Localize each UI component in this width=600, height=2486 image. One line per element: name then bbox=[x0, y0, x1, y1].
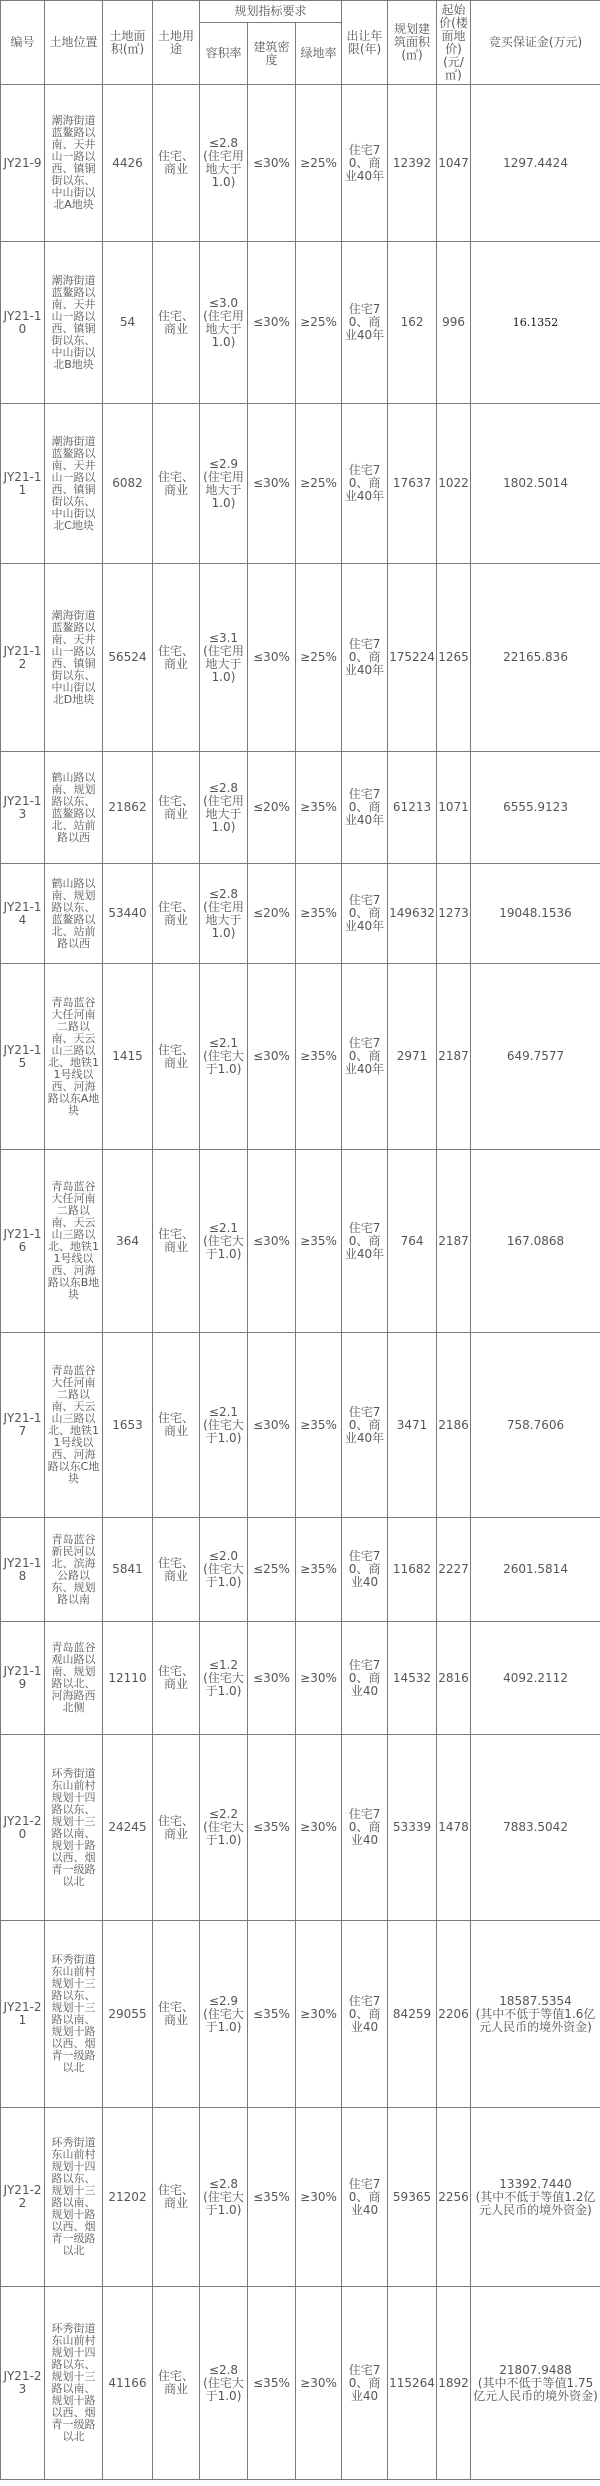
table-body bbox=[1, 85, 600, 2480]
cell-gfa: 162 bbox=[388, 242, 437, 404]
cell-far: ≤2.0(住宅大于1.0) bbox=[200, 1518, 248, 1622]
deposit-amount: 649.7577 bbox=[506, 1049, 565, 1063]
cell-years: 住宅70、商业40 bbox=[342, 2287, 388, 2480]
cell-unit-price: 2186 bbox=[437, 1333, 471, 1518]
cell-location: 青岛蓝谷大任河南二路以南、天云山三路以北、地铁11号线以西、河海路以东C地块 bbox=[45, 1333, 103, 1518]
cell-years: 住宅70、商业40 bbox=[342, 1622, 388, 1735]
cell-code: JY21-12 bbox=[1, 564, 45, 752]
cell-far: ≤2.1(住宅大于1.0) bbox=[200, 1333, 248, 1518]
cell-deposit bbox=[471, 242, 600, 404]
cell-years: 住宅70、商业40 bbox=[342, 1735, 388, 1921]
deposit-amount: 18587.5354 bbox=[499, 1993, 572, 2008]
header-deposit: 竞买保证金(万元) bbox=[471, 1, 600, 85]
cell-green: ≥35% bbox=[296, 1518, 342, 1622]
cell-area: 53440 bbox=[103, 864, 153, 964]
cell-area: 24245 bbox=[103, 1735, 153, 1921]
table-row bbox=[1, 242, 600, 404]
cell-use: 住宅、商业 bbox=[153, 242, 200, 404]
cell-gfa: 17637 bbox=[388, 404, 437, 564]
cell-density: ≤30% bbox=[248, 1150, 296, 1333]
cell-unit-price: 2187 bbox=[437, 1150, 471, 1333]
cell-area: 56524 bbox=[103, 564, 153, 752]
cell-density: ≤25% bbox=[248, 1518, 296, 1622]
cell-code: JY21-16 bbox=[1, 1150, 45, 1333]
cell-area: 364 bbox=[103, 1150, 153, 1333]
cell-years: 住宅70、商业40年 bbox=[342, 752, 388, 864]
cell-code: JY21-22 bbox=[1, 2108, 45, 2287]
cell-density: ≤30% bbox=[248, 1333, 296, 1518]
cell-location: 潮海街道蓝鳌路以南、天井山一路以西、镇铜街以东、中山街以北A地块 bbox=[45, 85, 103, 242]
cell-years: 住宅70、商业40年 bbox=[342, 1333, 388, 1518]
deposit-amount: 6555.9123 bbox=[503, 800, 568, 814]
cell-years: 住宅70、商业40 bbox=[342, 2108, 388, 2287]
cell-unit-price: 2206 bbox=[437, 1921, 471, 2108]
cell-unit-price: 1478 bbox=[437, 1735, 471, 1921]
cell-location: 鹤山路以南、规划路以东、蓝鳌路以北、站前路以西 bbox=[45, 864, 103, 964]
cell-code: JY21-17 bbox=[1, 1333, 45, 1518]
cell-unit-price: 1273 bbox=[437, 864, 471, 964]
cell-use: 住宅、商业 bbox=[153, 2108, 200, 2287]
table-row bbox=[1, 1735, 600, 1921]
header-unit-price: 起始价(楼面地价)(元/㎡) bbox=[437, 1, 471, 85]
cell-deposit bbox=[471, 1150, 600, 1333]
cell-density: ≤35% bbox=[248, 2287, 296, 2480]
cell-use: 住宅、商业 bbox=[153, 2287, 200, 2480]
cell-area: 21862 bbox=[103, 752, 153, 864]
cell-density: ≤30% bbox=[248, 85, 296, 242]
cell-gfa: 61213 bbox=[388, 752, 437, 864]
cell-green: ≥25% bbox=[296, 242, 342, 404]
cell-years: 住宅70、商业40年 bbox=[342, 864, 388, 964]
header-green: 绿地率 bbox=[296, 23, 342, 85]
cell-deposit bbox=[471, 864, 600, 964]
cell-far: ≤3.0(住宅用地大于1.0) bbox=[200, 242, 248, 404]
cell-gfa: 84259 bbox=[388, 1921, 437, 2108]
cell-deposit bbox=[471, 1735, 600, 1921]
cell-use: 住宅、商业 bbox=[153, 564, 200, 752]
cell-location: 青岛蓝谷大任河南二路以南、天云山三路以北、地铁11号线以西、河海路以东A地块 bbox=[45, 964, 103, 1150]
cell-use: 住宅、商业 bbox=[153, 1518, 200, 1622]
cell-far: ≤1.2(住宅大于1.0) bbox=[200, 1622, 248, 1735]
cell-code: JY21-19 bbox=[1, 1622, 45, 1735]
table-row bbox=[1, 404, 600, 564]
cell-years: 住宅70、商业40年 bbox=[342, 85, 388, 242]
cell-code: JY21-11 bbox=[1, 404, 45, 564]
cell-unit-price: 2256 bbox=[437, 2108, 471, 2287]
deposit-note: (其中不低于等值1.75亿元人民币的境外资金) bbox=[473, 2375, 598, 2403]
cell-location: 环秀街道东山前村规划十三路以东、规划十三路以南、规划十路以西、烟青一级路以北 bbox=[45, 1921, 103, 2108]
cell-years: 住宅70、商业40年 bbox=[342, 242, 388, 404]
cell-density: ≤35% bbox=[248, 2108, 296, 2287]
cell-far: ≤2.1(住宅大于1.0) bbox=[200, 1150, 248, 1333]
cell-area: 54 bbox=[103, 242, 153, 404]
table-row bbox=[1, 85, 600, 242]
cell-location: 环秀街道东山前村规划十四路以东、规划十三路以南、规划十路以西、烟青一级路以北 bbox=[45, 1735, 103, 1921]
header-location: 土地位置 bbox=[45, 1, 103, 85]
cell-area: 41166 bbox=[103, 2287, 153, 2480]
header-years: 出让年限(年) bbox=[342, 1, 388, 85]
cell-unit-price: 1022 bbox=[437, 404, 471, 564]
cell-years: 住宅70、商业40 bbox=[342, 1518, 388, 1622]
header-gfa: 规划建筑面积(㎡) bbox=[388, 1, 437, 85]
cell-unit-price: 1047 bbox=[437, 85, 471, 242]
cell-unit-price: 1892 bbox=[437, 2287, 471, 2480]
cell-gfa: 764 bbox=[388, 1150, 437, 1333]
cell-gfa: 3471 bbox=[388, 1333, 437, 1518]
deposit-amount: 19048.1536 bbox=[499, 906, 572, 920]
deposit-note: (其中不低于等值1.2亿元人民币的境外资金) bbox=[475, 2189, 596, 2217]
header-use: 土地用途 bbox=[153, 1, 200, 85]
table-row bbox=[1, 564, 600, 752]
cell-years: 住宅70、商业40年 bbox=[342, 1150, 388, 1333]
cell-density: ≤30% bbox=[248, 242, 296, 404]
cell-far: ≤2.8(住宅用地大于1.0) bbox=[200, 85, 248, 242]
cell-deposit bbox=[471, 2287, 600, 2480]
cell-area: 4426 bbox=[103, 85, 153, 242]
cell-green: ≥30% bbox=[296, 2287, 342, 2480]
cell-use: 住宅、商业 bbox=[153, 964, 200, 1150]
cell-deposit bbox=[471, 1622, 600, 1735]
deposit-note: (其中不低于等值1.6亿元人民币的境外资金) bbox=[475, 2006, 596, 2034]
cell-deposit bbox=[471, 564, 600, 752]
deposit-amount: 4092.2112 bbox=[503, 1670, 568, 1685]
cell-location: 青岛蓝谷大任河南二路以南、天云山三路以北、地铁11号线以西、河海路以东B地块 bbox=[45, 1150, 103, 1333]
cell-years: 住宅70、商业40年 bbox=[342, 404, 388, 564]
cell-far: ≤2.1(住宅大于1.0) bbox=[200, 964, 248, 1150]
cell-density: ≤35% bbox=[248, 1735, 296, 1921]
cell-green: ≥25% bbox=[296, 85, 342, 242]
cell-deposit bbox=[471, 404, 600, 564]
cell-use: 住宅、商业 bbox=[153, 404, 200, 564]
cell-far: ≤2.9(住宅大于1.0) bbox=[200, 1921, 248, 2108]
cell-area: 29055 bbox=[103, 1921, 153, 2108]
table-row bbox=[1, 752, 600, 864]
cell-green: ≥25% bbox=[296, 404, 342, 564]
table-row bbox=[1, 964, 600, 1150]
cell-density: ≤20% bbox=[248, 752, 296, 864]
cell-location: 环秀街道东山前村规划十四路以东、规划十三路以南、规划十路以西、烟青一级路以北 bbox=[45, 2287, 103, 2480]
cell-green: ≥35% bbox=[296, 1150, 342, 1333]
cell-green: ≥35% bbox=[296, 964, 342, 1150]
cell-deposit bbox=[471, 1518, 600, 1622]
cell-use: 住宅、商业 bbox=[153, 1150, 200, 1333]
cell-density: ≤30% bbox=[248, 404, 296, 564]
cell-density: ≤30% bbox=[248, 964, 296, 1150]
cell-use: 住宅、商业 bbox=[153, 1622, 200, 1735]
cell-unit-price: 2187 bbox=[437, 964, 471, 1150]
deposit-amount: 7883.5042 bbox=[503, 1820, 568, 1834]
header-area: 土地面积(㎡) bbox=[103, 1, 153, 85]
cell-green: ≥35% bbox=[296, 752, 342, 864]
cell-use: 住宅、商业 bbox=[153, 864, 200, 964]
cell-location: 潮海街道蓝鳌路以南、天井山一路以西、镇铜街以东、中山街以北D地块 bbox=[45, 564, 103, 752]
cell-area: 5841 bbox=[103, 1518, 153, 1622]
cell-location: 环秀街道东山前村规划十四路以东、规划十三路以南、规划十路以西、烟青一级路以北 bbox=[45, 2108, 103, 2287]
header-density: 建筑密度 bbox=[248, 23, 296, 85]
cell-density: ≤20% bbox=[248, 864, 296, 964]
cell-unit-price: 1265 bbox=[437, 564, 471, 752]
deposit-amount: 1297.4424 bbox=[503, 155, 568, 170]
deposit-amount: 22165.836 bbox=[503, 650, 568, 664]
cell-far: ≤2.2(住宅大于1.0) bbox=[200, 1735, 248, 1921]
deposit-amount: 2601.5814 bbox=[503, 1562, 568, 1576]
cell-gfa: 149632 bbox=[388, 864, 437, 964]
table-row bbox=[1, 1150, 600, 1333]
cell-far: ≤2.8(住宅大于1.0) bbox=[200, 2287, 248, 2480]
cell-code: JY21-13 bbox=[1, 752, 45, 864]
cell-code: JY21-20 bbox=[1, 1735, 45, 1921]
deposit-amount: 1802.5014 bbox=[503, 476, 568, 490]
cell-area: 1415 bbox=[103, 964, 153, 1150]
cell-deposit bbox=[471, 85, 600, 242]
cell-area: 1653 bbox=[103, 1333, 153, 1518]
deposit-amount: 16.1352 bbox=[512, 316, 559, 329]
table-row bbox=[1, 1333, 600, 1518]
cell-unit-price: 2227 bbox=[437, 1518, 471, 1622]
cell-density: ≤30% bbox=[248, 564, 296, 752]
cell-years: 住宅70、商业40 bbox=[342, 1921, 388, 2108]
cell-code: JY21-15 bbox=[1, 964, 45, 1150]
cell-code: JY21-23 bbox=[1, 2287, 45, 2480]
cell-gfa: 11682 bbox=[388, 1518, 437, 1622]
cell-far: ≤2.9(住宅用地大于1.0) bbox=[200, 404, 248, 564]
cell-green: ≥35% bbox=[296, 1333, 342, 1518]
cell-use: 住宅、商业 bbox=[153, 752, 200, 864]
cell-location: 潮海街道蓝鳌路以南、天井山一路以西、镇铜街以东、中山街以北C地块 bbox=[45, 404, 103, 564]
cell-gfa: 115264 bbox=[388, 2287, 437, 2480]
cell-location: 潮海街道蓝鳌路以南、天井山一路以西、镇铜街以东、中山街以北B地块 bbox=[45, 242, 103, 404]
cell-deposit bbox=[471, 1921, 600, 2108]
cell-years: 住宅70、商业40年 bbox=[342, 564, 388, 752]
cell-far: ≤2.8(住宅用地大于1.0) bbox=[200, 752, 248, 864]
cell-use: 住宅、商业 bbox=[153, 1921, 200, 2108]
cell-green: ≥30% bbox=[296, 1622, 342, 1735]
table-row bbox=[1, 864, 600, 964]
table-row bbox=[1, 2108, 600, 2287]
cell-unit-price: 1071 bbox=[437, 752, 471, 864]
header-far: 容积率 bbox=[200, 23, 248, 85]
cell-area: 12110 bbox=[103, 1622, 153, 1735]
cell-far: ≤3.1(住宅用地大于1.0) bbox=[200, 564, 248, 752]
deposit-amount: 758.7606 bbox=[506, 1417, 565, 1432]
cell-location: 青岛蓝谷新民河以北、滨海公路以东、规划路以南 bbox=[45, 1518, 103, 1622]
cell-use: 住宅、商业 bbox=[153, 1333, 200, 1518]
header-code: 编号 bbox=[1, 1, 45, 85]
cell-area: 21202 bbox=[103, 2108, 153, 2287]
cell-density: ≤30% bbox=[248, 1622, 296, 1735]
cell-deposit bbox=[471, 752, 600, 864]
cell-code: JY21-9 bbox=[1, 85, 45, 242]
cell-green: ≥25% bbox=[296, 564, 342, 752]
cell-location: 青岛蓝谷观山路以南、规划路以北、河海路西北侧 bbox=[45, 1622, 103, 1735]
cell-gfa: 59365 bbox=[388, 2108, 437, 2287]
cell-deposit bbox=[471, 2108, 600, 2287]
cell-green: ≥35% bbox=[296, 864, 342, 964]
cell-unit-price: 2816 bbox=[437, 1622, 471, 1735]
cell-gfa: 14532 bbox=[388, 1622, 437, 1735]
cell-gfa: 53339 bbox=[388, 1735, 437, 1921]
table-row bbox=[1, 2287, 600, 2480]
table-row bbox=[1, 1518, 600, 1622]
cell-green: ≥30% bbox=[296, 1921, 342, 2108]
cell-gfa: 12392 bbox=[388, 85, 437, 242]
cell-location: 鹤山路以南、规划路以东、蓝鳌路以北、站前路以西 bbox=[45, 752, 103, 864]
cell-code: JY21-18 bbox=[1, 1518, 45, 1622]
deposit-amount: 21807.9488 bbox=[499, 2362, 572, 2377]
cell-deposit bbox=[471, 1333, 600, 1518]
table-row bbox=[1, 1622, 600, 1735]
cell-use: 住宅、商业 bbox=[153, 85, 200, 242]
cell-deposit bbox=[471, 964, 600, 1150]
cell-gfa: 175224 bbox=[388, 564, 437, 752]
cell-green: ≥30% bbox=[296, 1735, 342, 1921]
cell-code: JY21-14 bbox=[1, 864, 45, 964]
cell-years: 住宅70、商业40年 bbox=[342, 964, 388, 1150]
cell-green: ≥30% bbox=[296, 2108, 342, 2287]
cell-gfa: 2971 bbox=[388, 964, 437, 1150]
table-row bbox=[1, 1921, 600, 2108]
cell-area: 6082 bbox=[103, 404, 153, 564]
deposit-amount: 13392.7440 bbox=[499, 2176, 572, 2191]
cell-unit-price: 996 bbox=[437, 242, 471, 404]
cell-code: JY21-10 bbox=[1, 242, 45, 404]
cell-use: 住宅、商业 bbox=[153, 1735, 200, 1921]
cell-density: ≤35% bbox=[248, 1921, 296, 2108]
cell-code: JY21-21 bbox=[1, 1921, 45, 2108]
cell-far: ≤2.8(住宅用地大于1.0) bbox=[200, 864, 248, 964]
cell-far: ≤2.8(住宅大于1.0) bbox=[200, 2108, 248, 2287]
deposit-amount: 167.0868 bbox=[506, 1233, 565, 1248]
header-planning: 规划指标要求 bbox=[200, 1, 342, 23]
